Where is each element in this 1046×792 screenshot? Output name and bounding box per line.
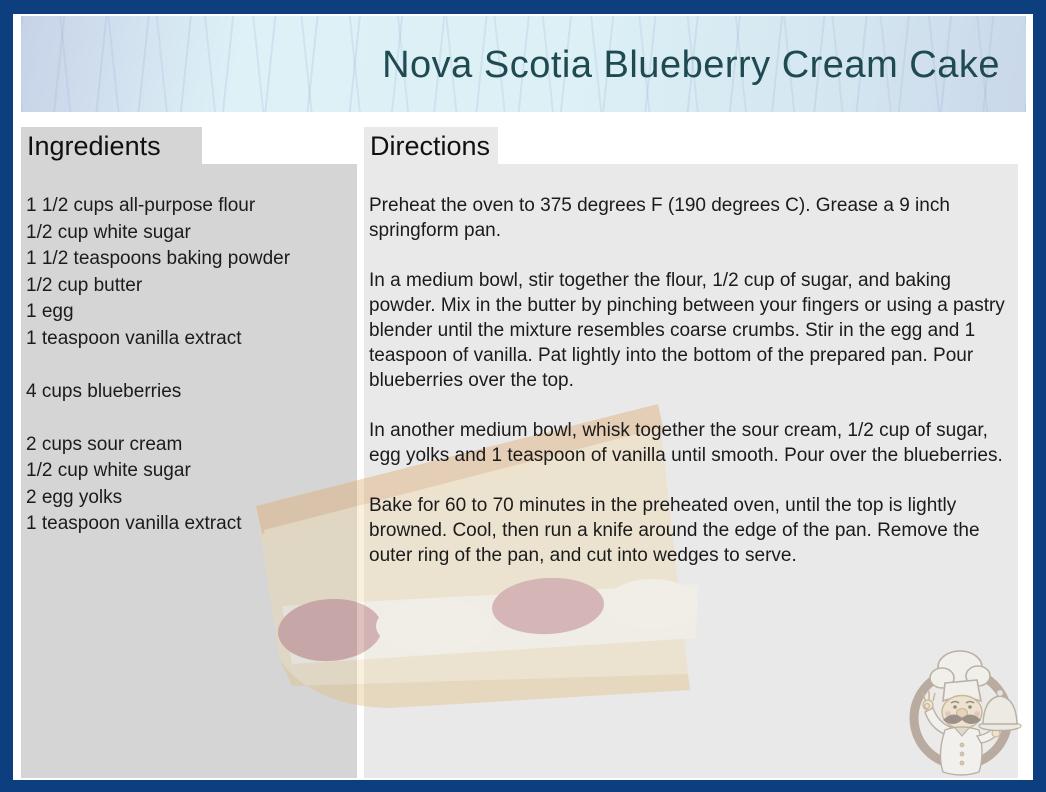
ingredient-item: 2 egg yolks [26, 486, 123, 508]
ingredient-item: 1/2 cup white sugar [26, 460, 191, 481]
recipe-title: Nova Scotia Blueberry Cream Cake [382, 44, 1000, 86]
ingredient-item: 1 teaspoon vanilla extract [26, 327, 242, 349]
directions-paragraph: Bake for 60 to 70 minutes in the preheated oven, until the top is lightly browned. Cool, then run a knife around the edge of the pan. Remove the outer ring of the pan, and cut into wedges to serve. [369, 495, 980, 566]
directions-paragraph: Preheat the oven to 375 degrees F (190 degrees C). Grease a 9 inch springform pan. [369, 195, 950, 241]
ingredient-item: 1 1/2 cups all-purpose flour [26, 195, 256, 216]
ingredients-heading: Ingredients [21, 127, 202, 164]
page-background [13, 14, 1033, 780]
directions-paragraph: In a medium bowl, stir together the flour, 1/2 cup of sugar, and baking powder. Mix in the butter by pinching between your fingers or using a pastry blender until the mixture resembles coarse crumbs. Stir in the egg and 1 teaspoon of vanilla. Pat lightly into the bottom of the prepared pan. Pour blueberries over the top. [369, 270, 1005, 391]
ingredient-item: 2 cups sour cream [26, 433, 183, 455]
ingredient-item: 1 1/2 teaspoons baking powder [26, 248, 291, 269]
ingredient-item: 1/2 cup white sugar [26, 221, 191, 243]
ingredients-panel [21, 164, 357, 778]
ingredient-group-spacer [26, 405, 353, 432]
ingredient-group-spacer [26, 352, 353, 379]
ingredient-item: 1 teaspoon vanilla extract [26, 513, 242, 534]
ingredient-item: 4 cups blueberries [26, 380, 182, 402]
header-banner [21, 16, 1026, 112]
directions-heading: Directions [364, 127, 498, 164]
directions-panel [364, 164, 1018, 778]
ingredient-item: 1/2 cup butter [26, 274, 143, 296]
directions-paragraph: In another medium bowl, whisk together the sour cream, 1/2 cup of sugar, egg yolks and 1 teaspoon of vanilla until smooth. Pour over the blueberries. [369, 420, 1003, 466]
ingredient-item: 1 egg [26, 301, 74, 322]
directions-text [364, 164, 1018, 568]
ingredients-list [21, 164, 357, 538]
